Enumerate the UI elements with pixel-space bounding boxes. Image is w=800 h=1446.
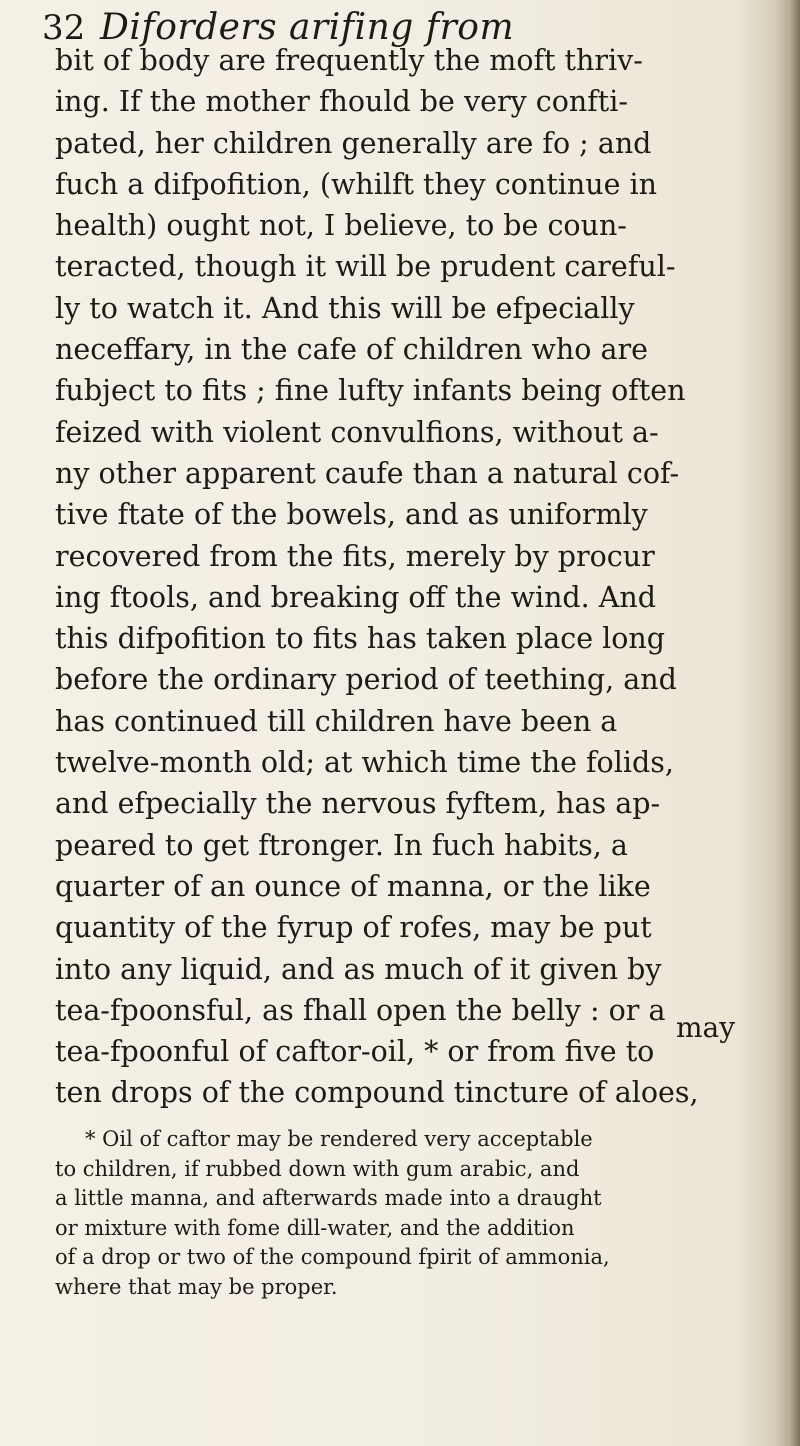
text-line: twelve-month old; at which time the folids, bbox=[55, 746, 674, 780]
text-line: ing ftools, and breaking off the wind. And bbox=[55, 580, 656, 614]
text-line: fuch a difpofition, (whilft they continue in bbox=[55, 167, 657, 201]
text-line: fubject to fits ; fine lufty infants being often bbox=[55, 374, 686, 408]
text-line: teracted, though it will be prudent careful- bbox=[55, 250, 676, 284]
page-edge-shadow bbox=[774, 0, 800, 1446]
footnote-line: to children, if rubbed down with gum arabic, and bbox=[55, 1156, 580, 1181]
text-line: tive ftate of the bowels, and as uniformly bbox=[55, 498, 648, 532]
text-line: tea-fpoonsful, as fhall open the belly : or a bbox=[55, 993, 666, 1027]
text-line: tea-fpoonful of caftor-oil, * or from five to bbox=[55, 1035, 655, 1069]
body-text bbox=[55, 40, 745, 1114]
footnote-line: * Oil of caftor may be rendered very acceptable bbox=[85, 1127, 593, 1151]
text-line: ten drops of the compound tincture of aloes, bbox=[55, 1076, 699, 1110]
text-line: neceffary, in the cafe of children who are bbox=[55, 333, 648, 367]
text-line: before the ordinary period of teething, and bbox=[55, 663, 677, 697]
footnote-line: of a drop or two of the compound fpirit of ammonia, bbox=[55, 1245, 610, 1269]
text-line: has continued till children have been a bbox=[55, 704, 618, 738]
text-line: health) ought not, I believe, to be coun- bbox=[55, 209, 627, 243]
text-line: peared to get ftronger. In fuch habits, a bbox=[55, 828, 628, 862]
text-line: feized with violent convulfions, without a- bbox=[55, 415, 659, 449]
text-line: pated, her children generally are fo ; and bbox=[55, 126, 652, 160]
footnote-line: where that may be proper. bbox=[55, 1274, 338, 1299]
text-line: and efpecially the nervous fyftem, has ap- bbox=[55, 787, 661, 821]
footnote bbox=[55, 1125, 745, 1302]
text-line: ny other apparent caufe than a natural cof- bbox=[55, 456, 680, 490]
running-head: Diforders arifing from bbox=[100, 7, 515, 48]
text-line: quantity of the fyrup of rofes, may be put bbox=[55, 911, 652, 945]
text-line: into any liquid, and as much of it given by bbox=[55, 952, 662, 986]
text-line: recovered from the fits, merely by procur bbox=[55, 539, 655, 573]
text-line: quarter of an ounce of manna, or the like bbox=[55, 869, 651, 903]
text-line: this difpofition to fits has taken place long bbox=[55, 622, 666, 656]
text-line: ly to watch it. And this will be efpecially bbox=[55, 291, 635, 325]
text-line: ing. If the mother fhould be very confti- bbox=[55, 85, 628, 119]
footnote-line: or mixture with fome dill-water, and the addition bbox=[55, 1215, 575, 1240]
page-number: 32 bbox=[42, 8, 86, 48]
footnote-line: a little manna, and afterwards made into a draught bbox=[55, 1186, 602, 1210]
text-line: bit of body are frequently the moft thriv- bbox=[55, 44, 643, 77]
catchword: may bbox=[676, 1011, 736, 1044]
